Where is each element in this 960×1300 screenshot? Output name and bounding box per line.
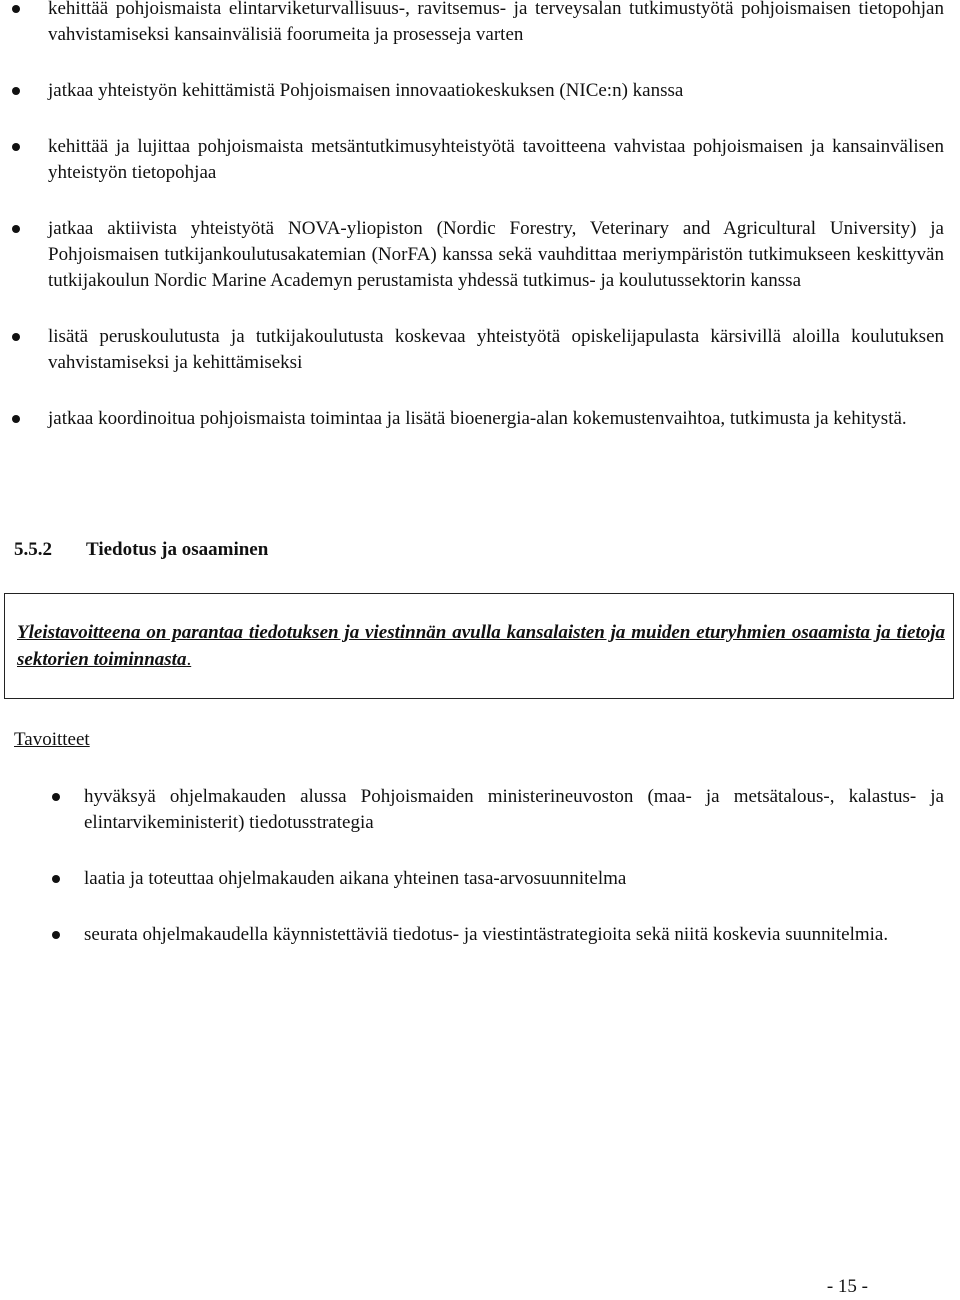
general-goal-period: . — [186, 649, 192, 670]
list-item — [48, 0, 944, 48]
list-item — [48, 134, 944, 186]
list-item-text: seurata ohjelmakaudella käynnistettäviä tiedotus- ja viestintästrategioita sekä niitä koskevia suunnitelmia. — [84, 924, 889, 945]
list-item-text: kehittää ja lujittaa pohjoismaista metsäntutkimusyhteistyötä tavoitteena vahvistaa pohjoismaisen ja kansainvälisen yhteistyön tietopohjaa — [48, 136, 944, 183]
list-item-text: jatkaa aktiivista yhteistyötä NOVA-yliopiston (Nordic Forestry, Veterinary and Agricultural University) ja Pohjoismaisen tutkijankoulutusakatemian (NorFA) kanssa sekä vauhdittaa meriympäristön tutkimukseen keskittyvän tutkijakoulun Nordic Marine Academyn perustamista yhdessä tutkimus- ja koulutussektorin kanssa — [48, 218, 944, 291]
general-goal-statement: Yleistavoitteena on parantaa tiedotuksen ja viestinnän avulla kansalaisten ja muiden eturyhmien osaamista ja tietoja sektorien toiminnasta — [17, 622, 945, 670]
page-number: - 15 - — [826, 1276, 868, 1297]
general-goal-text — [17, 619, 945, 673]
list-item — [84, 784, 944, 836]
list-item — [48, 216, 944, 294]
bullet-icon — [12, 5, 20, 13]
bullet-icon — [12, 87, 20, 95]
list-item-text: jatkaa koordinoitua pohjoismaista toimintaa ja lisätä bioenergia-alan kokemustenvaihtoa, tutkimusta ja kehitystä. — [48, 408, 907, 429]
bullet-icon — [12, 143, 20, 151]
list-item — [48, 406, 944, 432]
list-item — [48, 78, 944, 104]
top-bullet-list — [48, 0, 944, 462]
list-item-text: jatkaa yhteistyön kehittämistä Pohjoismaisen innovaatiokeskuksen (NICe:n) kanssa — [48, 80, 684, 101]
bullet-icon — [52, 875, 60, 883]
objectives-heading: Tavoitteet — [14, 729, 90, 750]
bullet-icon — [12, 415, 20, 423]
bullet-icon — [12, 333, 20, 341]
objectives-list — [84, 784, 944, 978]
bullet-icon — [12, 225, 20, 233]
bullet-icon — [52, 931, 60, 939]
list-item-text: kehittää pohjoismaista elintarviketurvallisuus-, ravitsemus- ja terveysalan tutkimustyötä pohjoismaisen tietopohjan vahvistamiseksi kansainvälisiä foorumeita ja prosesseja varten — [48, 0, 944, 45]
list-item — [84, 866, 944, 892]
list-item-text: lisätä peruskoulutusta ja tutkijakoulutusta koskevaa yhteistyötä opiskelijapulasta kärsivillä aloilla koulutuksen vahvistamiseksi ja kehittämiseksi — [48, 326, 944, 373]
general-goal-box — [4, 593, 954, 699]
list-item — [84, 922, 944, 948]
section-number: 5.5.2 — [14, 539, 52, 560]
list-item-text: hyväksyä ohjelmakauden alussa Pohjoismaiden ministerineuvoston (maa- ja metsätalous-, kalastus- ja elintarvikeministerit) tiedotusstrategia — [84, 786, 944, 833]
bullet-icon — [52, 793, 60, 801]
section-title: Tiedotus ja osaaminen — [86, 539, 269, 560]
list-item-text: laatia ja toteuttaa ohjelmakauden aikana yhteinen tasa-arvosuunnitelma — [84, 868, 627, 889]
list-item — [48, 324, 944, 376]
section-heading — [14, 537, 268, 563]
